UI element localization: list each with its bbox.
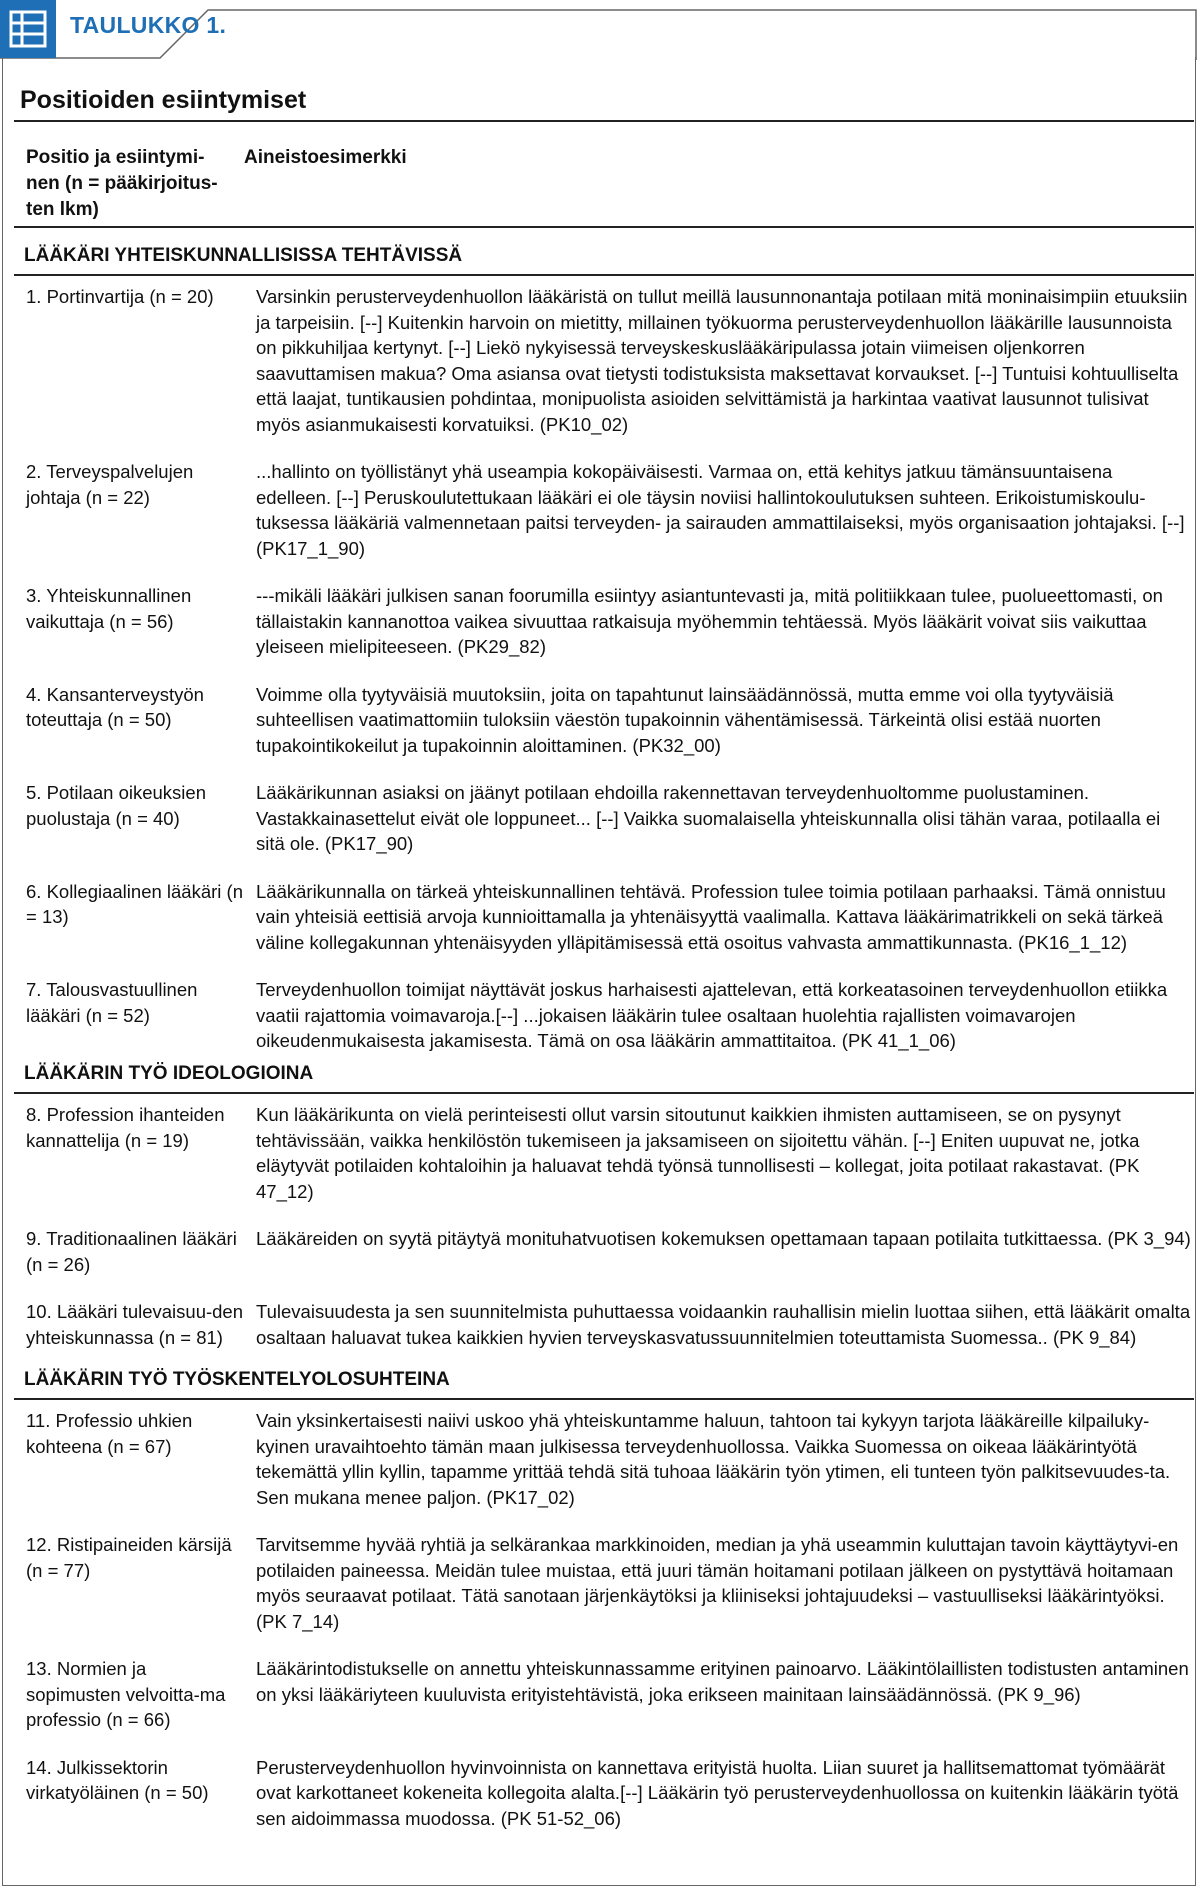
- table-row: [14, 780, 1194, 857]
- table-row: [14, 1656, 1194, 1733]
- position-cell: 10. Lääkäri tulevaisuu-den yhteiskunnassa (n = 81): [26, 1301, 244, 1348]
- table-row: [14, 1755, 1194, 1832]
- position-cell: 11. Professio uhkien kohteena (n = 67): [26, 1410, 193, 1457]
- position-cell: 1. Portinvartija (n = 20): [26, 286, 214, 307]
- header-divider: [14, 226, 1194, 228]
- position-cell: 2. Terveyspalvelujen johtaja (n = 22): [26, 461, 194, 508]
- column-header-example: Aineistoesimerkki: [244, 147, 407, 168]
- example-cell: Tarvitsemme hyvää ryhtiä ja selkärankaa markkinoiden, median ja yhä useammin kuluttajan tavoin käyttäytyvi-en potilaiden paineessa. Meidän tulee muistaa, että juuri tämän hoitamani potilaan jälkeen on pystyttävä hoitamaan myös seuraavat potilaat. Tätä sanotaan järjenkäytöksi ja kliiniseksi johtajuudeksi – vastuulliseksi lääkärintyöksi. (PK 7_14): [256, 1534, 1179, 1632]
- section-title: LÄÄKÄRIN TYÖ IDEOLOGIOINA: [24, 1063, 314, 1084]
- example-cell: Kun lääkärikunta on vielä perinteisesti ollut varsin sitoutunut kaikkien ihmisten auttamiseen, se on pysynyt tehtävissään, vaikka henkilöstön tukemiseen ja jaksamiseen on sijoitettu vähän. [--] Eniten uupuvat ne, jotka eläytyvät potilaiden kohtaloihin ja haluavat tehdä työnsä tunnollisesti – kollegat, joita potilaat rakastavat. (PK 47_12): [256, 1104, 1140, 1202]
- position-cell: 5. Potilaan oikeuksien puolustaja (n = 40): [26, 782, 206, 829]
- example-cell: Lääkärikunnan asiaksi on jäänyt potilaan ehdoilla rakennettavan terveydenhuoltomme puolustaminen. Vastakkainasettelut eivät ole loppuneet... [--] Vaikka suomalaisella yhteiskunnalla olisi tähän varaa, potilaalla ei sitä ole. (PK17_90): [256, 782, 1161, 854]
- position-cell: 9. Traditionaalinen lääkäri (n = 26): [26, 1228, 237, 1275]
- section-society: [14, 242, 1194, 1076]
- table-row: [14, 1532, 1194, 1634]
- table-row: [14, 1226, 1194, 1277]
- table-row: [14, 1299, 1194, 1350]
- section-ideologies: [14, 1060, 1194, 1372]
- example-cell: Voimme olla tyytyväisiä muutoksiin, joita on tapahtunut lainsäädännössä, mutta emme voi olla tyytyväisiä suhteellisen vaatimattomiin tuloksiin väestön tupakoinnin vähentämisessä. Tärkeintä olisi estää nuorten tupakointikokeilut ja tupakoinnin aloittaminen. (PK32_00): [256, 683, 1114, 756]
- section-title: LÄÄKÄRI YHTEISKUNNALLISISSA TEHTÄVISSÄ: [24, 245, 463, 266]
- table-row: [14, 879, 1194, 956]
- example-cell: ...hallinto on työllistänyt yhä useampia kokopäiväisesti. Varmaa on, että kehitys jatkuu tämänsuuntaisena edelleen. [--] Peruskoulutettukaan lääkäri ei ole täysin noviisi hallintokoulutuksen suhteen. Erikoistumiskoulu-tuksessa lääkäriä valmennetaan paitsi terveyden- ja sairauden ammattilaiseksi, myös organisaation johtajaksi. [--] (PK17_1_90): [256, 461, 1185, 559]
- table-title: Positioiden esiintymiset: [20, 86, 307, 114]
- example-cell: Lääkäreiden on syytä pitäytyä monituhatvuotisen kokemuksen opettamaan tapaan potilaita tutkittaessa. (PK 3_94): [256, 1228, 1191, 1249]
- example-cell: ---mikäli lääkäri julkisen sanan foorumilla esiintyy asiantuntevasti ja, mitä politiikkaan tulee, puolueettomasti, on tällaistakin kannanottoa vaikea sivuuttaa ratkaisuja myöhemmin tehtäessä. Myös lääkärit voivat siis vaikuttaa yleiseen mielipiteeseen. (PK29_82): [256, 585, 1163, 657]
- table-tab-header: [0, 0, 1200, 58]
- example-cell: Vain yksinkertaisesti naiivi uskoo yhä yhteiskuntamme haluun, tahtoon tai kykyyn tarjota lääkäreille kilpailuky-kyinen uravaihtoehto tämän maan julkisessa terveydenhuollossa. Vaikka Suomessa on oikeaa lääkärintyötä tekemättä yllin kyllin, tapamme yrittää tehdä sitä tuhoaa lääkärin työn ytimen, eli tunteen työn palkitsevuudes-ta. Sen mukana menee paljon. (PK17_02): [256, 1410, 1171, 1508]
- example-cell: Terveydenhuollon toimijat näyttävät joskus harhaisesti ajattelevan, että korkeatasoinen terveydenhuollon etiikka vaatii rajattomia voimavaroja.[--] ...jokaisen lääkärin tulee osaltaan huolehtia rajallisten voimavarojen oikeudenmukaisesta jakamisesta. Tämä on osa lääkärin ammattitaitoa. (PK 41_1_06): [256, 979, 1168, 1051]
- table-row: [14, 1102, 1194, 1204]
- position-cell: 12. Ristipaineiden kärsijä (n = 77): [26, 1534, 232, 1581]
- table-row: [14, 1408, 1194, 1510]
- column-header-position: Positio ja esiintymi- nen (n = pääkirjoitus- ten lkm): [26, 147, 218, 220]
- position-cell: 13. Normien ja sopimusten velvoitta-ma professio (n = 66): [26, 1658, 226, 1730]
- table-row: [14, 682, 1194, 759]
- table-icon: [0, 0, 56, 58]
- table-row: [14, 977, 1194, 1054]
- table-row: [14, 459, 1194, 561]
- example-cell: Lääkärintodistukselle on annettu yhteiskunnassamme erityinen painoarvo. Lääkintölaillisten todistusten antaminen on yksi lääkäriyteen kuuluvista erityistehtävistä, joka erikseen mainitaan lainsäädännössä. (PK 9_96): [256, 1658, 1189, 1705]
- table-row: [14, 284, 1194, 437]
- title-divider: [14, 120, 1194, 122]
- example-cell: Tulevaisuudesta ja sen suunnitelmista puhuttaessa voidaankin rauhallisin mielin luottaa siihen, että lääkärit omalta osaltaan haluavat tukea kaikkien hyvien terveyskasvatussuunnitelmien toteuttamista Suomessa.. (PK 9_84): [256, 1301, 1191, 1348]
- example-cell: Lääkärikunnalla on tärkeä yhteiskunnallinen tehtävä. Profession tulee toimia potilaan parhaaksi. Tämä onnistuu vain yhteisiä eettisiä arvoja kunnioittamalla ja yhtenäisyyttä vaalimalla. Kattava lääkärimatrikkeli on sekä tärkeä väline kollegakunnan yhtenäisyyden ylläpitämisessä että osoitus vahvasta ammattikunnasta. (PK16_1_12): [256, 880, 1166, 953]
- position-cell: 3. Yhteiskunnallinen vaikuttaja (n = 56): [26, 585, 192, 632]
- position-cell: 14. Julkissektorin virkatyöläinen (n = 50): [26, 1756, 209, 1803]
- position-cell: 8. Profession ihanteiden kannattelija (n = 19): [26, 1104, 225, 1151]
- example-cell: Varsinkin perusterveydenhuollon lääkäristä on tullut meillä lausunnonantaja potilaan mitä moninaisimpiin etuuksiin ja tarpeisiin. [--] Kuitenkin harvoin on mietitty, millainen työkuorma perusterveydenhuollon lääkärille lausunnoista on pikkuhiljaa kertynyt. [--] Liekö nykyisessä terveyskeskuslääkäripulassa jotain viimeisen oljenkorren saavuttamisen makua? Oma asiansa ovat tietysti todistuksista maksettavat korvaukset. [--] Tuntuisi kohtuulliselta että laajat, tuntikausien pohdintaa, monipuolista asioiden selvittämistä ja harkintaa vaativat lausunnot tulisivat myös asianmukaisesti korvatuiksi. (PK10_02): [256, 286, 1188, 435]
- example-cell: Perusterveydenhuollon hyvinvoinnista on kannettava erityistä huolta. Liian suuret ja hallitsemattomat työmäärät ovat karkottaneet kokeneita kollegoita alalta.[--] Lääkärin työ perusterveydenhuollossa on kuitenkin lääkärin työtä sen aidoimmassa muodossa. (PK 51-52_06): [256, 1756, 1179, 1829]
- tab-label: TAULUKKO 1.: [70, 12, 227, 38]
- table-row: [14, 583, 1194, 660]
- section-working-conditions: [14, 1366, 1194, 1853]
- position-cell: 4. Kansanterveystyön toteuttaja (n = 50): [26, 683, 204, 730]
- section-title: LÄÄKÄRIN TYÖ TYÖSKENTELYOLOSUHTEINA: [24, 1369, 450, 1390]
- position-cell: 7. Talousvastuullinen lääkäri (n = 52): [26, 979, 198, 1026]
- position-cell: 6. Kollegiaalinen lääkäri (n = 13): [26, 880, 243, 927]
